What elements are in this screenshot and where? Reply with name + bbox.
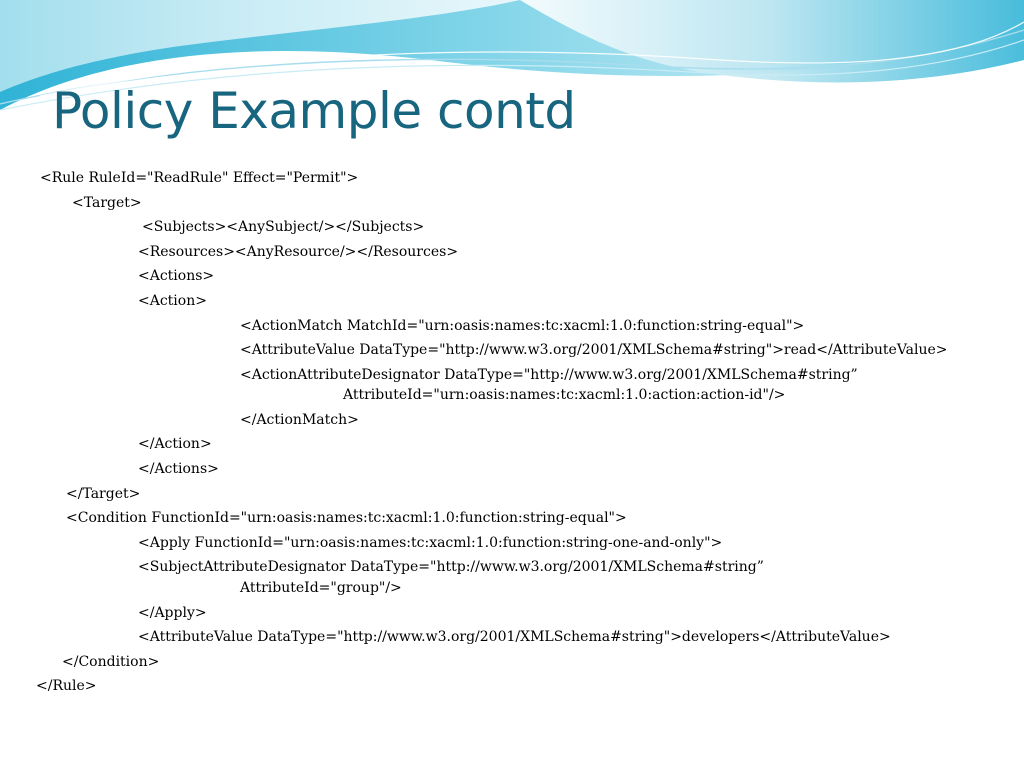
code-line: AttributeId="group"/> — [240, 580, 402, 596]
code-line: <Action> — [138, 293, 207, 309]
code-line: </Target> — [66, 486, 141, 502]
code-line: <ActionMatch MatchId="urn:oasis:names:tc:xacml:1.0:function:string-equal"> — [240, 318, 805, 334]
code-line: </Rule> — [36, 678, 97, 694]
code-line: <AttributeValue DataType="http://www.w3.org/2001/XMLSchema#string">developers</AttributeValue> — [138, 629, 891, 645]
slide-title: Policy Example contd — [52, 82, 576, 140]
code-line: </Actions> — [138, 461, 219, 477]
code-line: <Condition FunctionId="urn:oasis:names:tc:xacml:1.0:function:string-equal"> — [66, 510, 627, 526]
code-line: <SubjectAttributeDesignator DataType="http://www.w3.org/2001/XMLSchema#string” — [138, 559, 764, 575]
code-line: </Action> — [138, 436, 212, 452]
code-line: <ActionAttributeDesignator DataType="http://www.w3.org/2001/XMLSchema#string” — [240, 367, 858, 383]
code-line: <Actions> — [138, 268, 215, 284]
code-line: </Condition> — [62, 654, 160, 670]
code-line: <Apply FunctionId="urn:oasis:names:tc:xacml:1.0:function:string-one-and-only"> — [138, 535, 723, 551]
code-line: <AttributeValue DataType="http://www.w3.org/2001/XMLSchema#string">read</AttributeValue> — [240, 342, 948, 358]
code-line: AttributeId="urn:oasis:names:tc:xacml:1.0:action:action-id"/> — [343, 387, 786, 403]
code-line: <Rule RuleId="ReadRule" Effect="Permit"> — [40, 170, 359, 186]
code-line: <Resources><AnyResource/></Resources> — [138, 244, 459, 260]
code-line: </ActionMatch> — [240, 412, 359, 428]
code-line: <Target> — [72, 195, 142, 211]
code-line: <Subjects><AnySubject/></Subjects> — [142, 219, 425, 235]
code-line: </Apply> — [138, 605, 207, 621]
